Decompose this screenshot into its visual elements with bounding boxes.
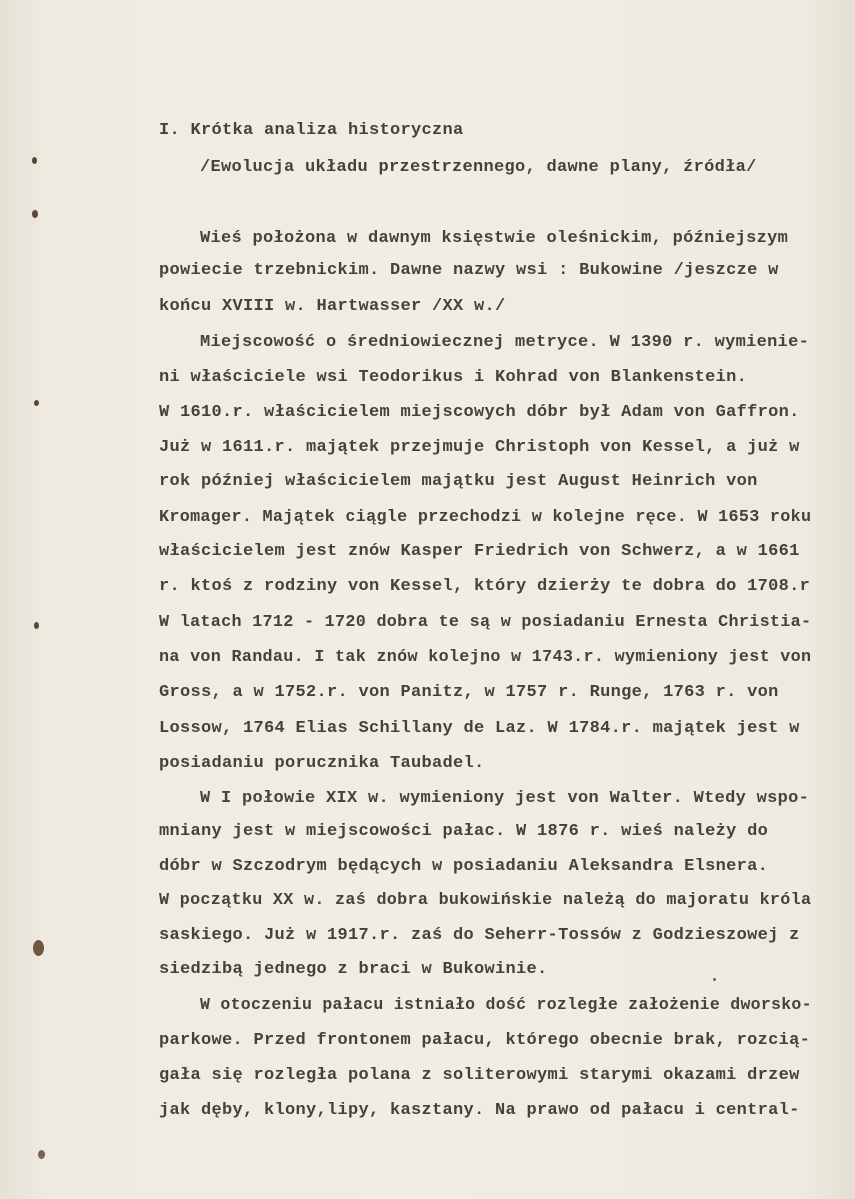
text-line: dóbr w Szczodrym będących w posiadaniu Aleksandra Elsnera.	[159, 857, 769, 876]
text-line: W latach 1712 - 1720 dobra te są w posiadaniu Ernesta Christia-	[159, 613, 812, 632]
punch-mark-4	[34, 622, 39, 629]
ink-speck	[713, 978, 716, 981]
text-line: gała się rozległa polana z soliterowymi starymi okazami drzew	[159, 1066, 800, 1085]
punch-mark-3	[34, 400, 39, 406]
text-line: W 1610.r. właścicielem miejscowych dóbr był Adam von Gaffron.	[159, 403, 800, 422]
text-line: rok później właścicielem majątku jest August Heinrich von	[159, 472, 758, 491]
text-line: końcu XVIII w. Hartwasser /XX w./	[159, 297, 506, 316]
section-subheading: /Ewolucja układu przestrzennego, dawne plany, źródła/	[200, 158, 757, 177]
text-line: W początku XX w. zaś dobra bukowińskie należą do majoratu króla	[159, 891, 812, 910]
text-line: r. ktoś z rodziny von Kessel, który dzierży te dobra do 1708.r	[159, 577, 811, 596]
text-line: Kromager. Majątek ciągle przechodzi w kolejne ręce. W 1653 roku	[159, 508, 812, 527]
text-line: Miejscowość o średniowiecznej metryce. W 1390 r. wymienie-	[200, 333, 810, 352]
text-line: właścicielem jest znów Kasper Friedrich von Schwerz, a w 1661	[159, 542, 800, 561]
text-line: posiadaniu porucznika Taubadel.	[159, 754, 485, 773]
section-heading: I. Krótka analiza historyczna	[159, 121, 464, 140]
text-line: parkowe. Przed frontonem pałacu, którego obecnie brak, rozcią-	[159, 1031, 811, 1050]
text-line: Lossow, 1764 Elias Schillany de Laz. W 1784.r. majątek jest w	[159, 719, 800, 738]
text-line: siedzibą jednego z braci w Bukowinie.	[159, 960, 548, 979]
punch-mark-1	[32, 157, 37, 164]
text-line: na von Randau. I tak znów kolejno w 1743.r. wymieniony jest von	[159, 648, 812, 667]
punch-hole-5	[33, 940, 44, 956]
punch-mark-2	[32, 210, 38, 218]
punch-hole-6	[38, 1150, 45, 1159]
text-line: Wieś położona w dawnym księstwie oleśnickim, późniejszym	[200, 229, 789, 248]
text-line: powiecie trzebnickim. Dawne nazwy wsi : Bukowine /jeszcze w	[159, 261, 779, 280]
text-line: Gross, a w 1752.r. von Panitz, w 1757 r. Runge, 1763 r. von	[159, 683, 779, 702]
text-line: W I połowie XIX w. wymieniony jest von Walter. Wtedy wspo-	[200, 789, 810, 808]
text-line: jak dęby, klony,lipy, kasztany. Na prawo od pałacu i central-	[159, 1101, 800, 1120]
text-line: saskiego. Już w 1917.r. zaś do Seherr-Tossów z Godzieszowej z	[159, 926, 800, 945]
text-line: ni właściciele wsi Teodorikus i Kohrad von Blankenstein.	[159, 368, 748, 387]
text-line: W otoczeniu pałacu istniało dość rozległe założenie dworsko-	[200, 996, 812, 1015]
text-line: Już w 1611.r. majątek przejmuje Christoph von Kessel, a już w	[159, 438, 800, 457]
text-line: mniany jest w miejscowości pałac. W 1876 r. wieś należy do	[159, 822, 769, 841]
